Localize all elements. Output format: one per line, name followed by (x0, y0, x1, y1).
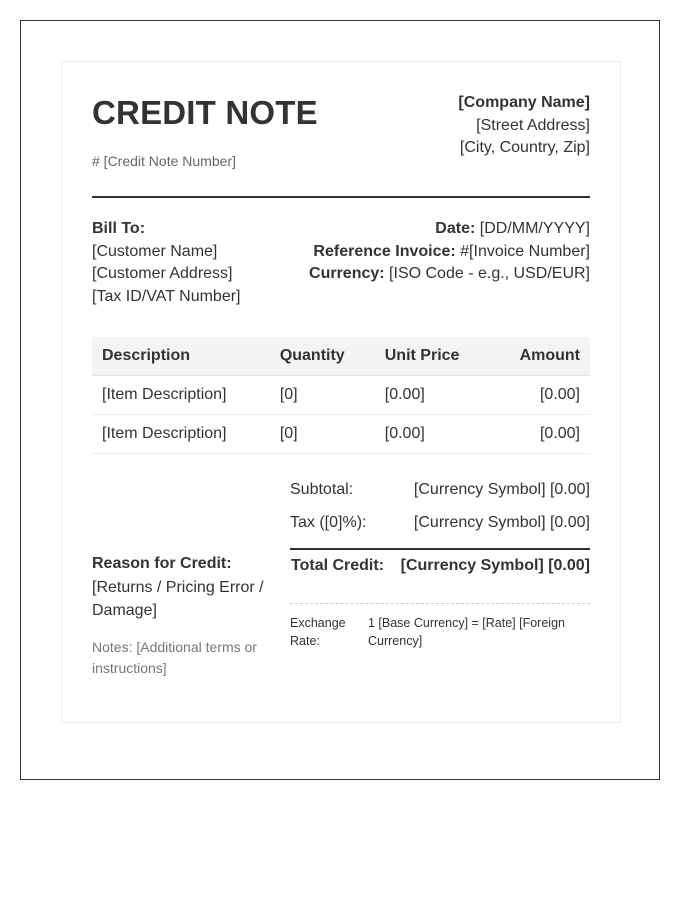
exchange-rate-value: 1 [Base Currency] = [Rate] [Foreign Currency] (368, 616, 565, 648)
items-table (92, 337, 590, 454)
exchange-divider (290, 603, 590, 604)
currency-value: [ISO Code - e.g., USD/EUR] (389, 265, 590, 282)
currency-label: Currency: (309, 265, 385, 282)
company-city: [City, Country, Zip] (459, 139, 590, 156)
bill-to-block (92, 218, 240, 308)
reason-heading: Reason for Credit: (92, 555, 232, 572)
customer-address: [Customer Address] (92, 265, 233, 282)
item-unit-price: [0.00] (375, 415, 510, 454)
exchange-rate-label: Exchange Rate: (290, 616, 346, 648)
column-header-amount: Amount (510, 337, 590, 376)
date-line (309, 218, 590, 241)
column-header-quantity: Quantity (270, 337, 375, 376)
item-unit-price: [0.00] (375, 376, 510, 415)
bill-to-label: Bill To: (92, 220, 146, 237)
column-header-description: Description (92, 337, 270, 376)
company-name: [Company Name] (458, 94, 590, 111)
item-description: [Item Description] (92, 376, 270, 415)
table-header-row (92, 337, 590, 376)
total-credit-label: Total Credit: (291, 557, 385, 574)
notes-text: Notes: [Additional terms or instructions] (92, 639, 257, 676)
customer-name: [Customer Name] (92, 242, 218, 260)
reference-value: #[Invoice Number] (460, 242, 590, 260)
company-block (458, 92, 590, 160)
subtotal-value: [Currency Symbol] [0.00] (413, 481, 590, 498)
reference-line (309, 241, 590, 264)
credit-note-number: # [Credit Note Number] (92, 153, 236, 169)
subtotal-label: Subtotal: (290, 481, 354, 498)
column-header-unit-price: Unit Price (375, 337, 510, 376)
item-amount: [0.00] (510, 376, 590, 415)
item-quantity: [0] (270, 376, 375, 415)
document-title: CREDIT NOTE (92, 94, 318, 131)
total-credit-value: [Currency Symbol] [0.00] (400, 557, 590, 574)
tax-value: [Currency Symbol] [0.00] (413, 514, 590, 531)
meta-block (309, 218, 590, 286)
currency-line (309, 263, 590, 286)
date-label: Date: (435, 220, 476, 237)
date-value: [DD/MM/YYYY] (479, 220, 590, 237)
total-divider (290, 548, 590, 550)
item-quantity: [0] (270, 415, 375, 454)
customer-tax-id: [Tax ID/VAT Number] (92, 287, 241, 305)
item-description: [Item Description] (92, 415, 270, 454)
item-amount: [0.00] (510, 415, 590, 454)
reference-label: Reference Invoice: (313, 242, 456, 260)
tax-label: Tax ([0]%): (290, 514, 367, 531)
header-divider (92, 196, 590, 198)
company-street: [Street Address] (476, 116, 590, 134)
reason-text: [Returns / Pricing Error / Damage] (92, 579, 264, 619)
table-row (92, 415, 590, 454)
table-row (92, 376, 590, 415)
